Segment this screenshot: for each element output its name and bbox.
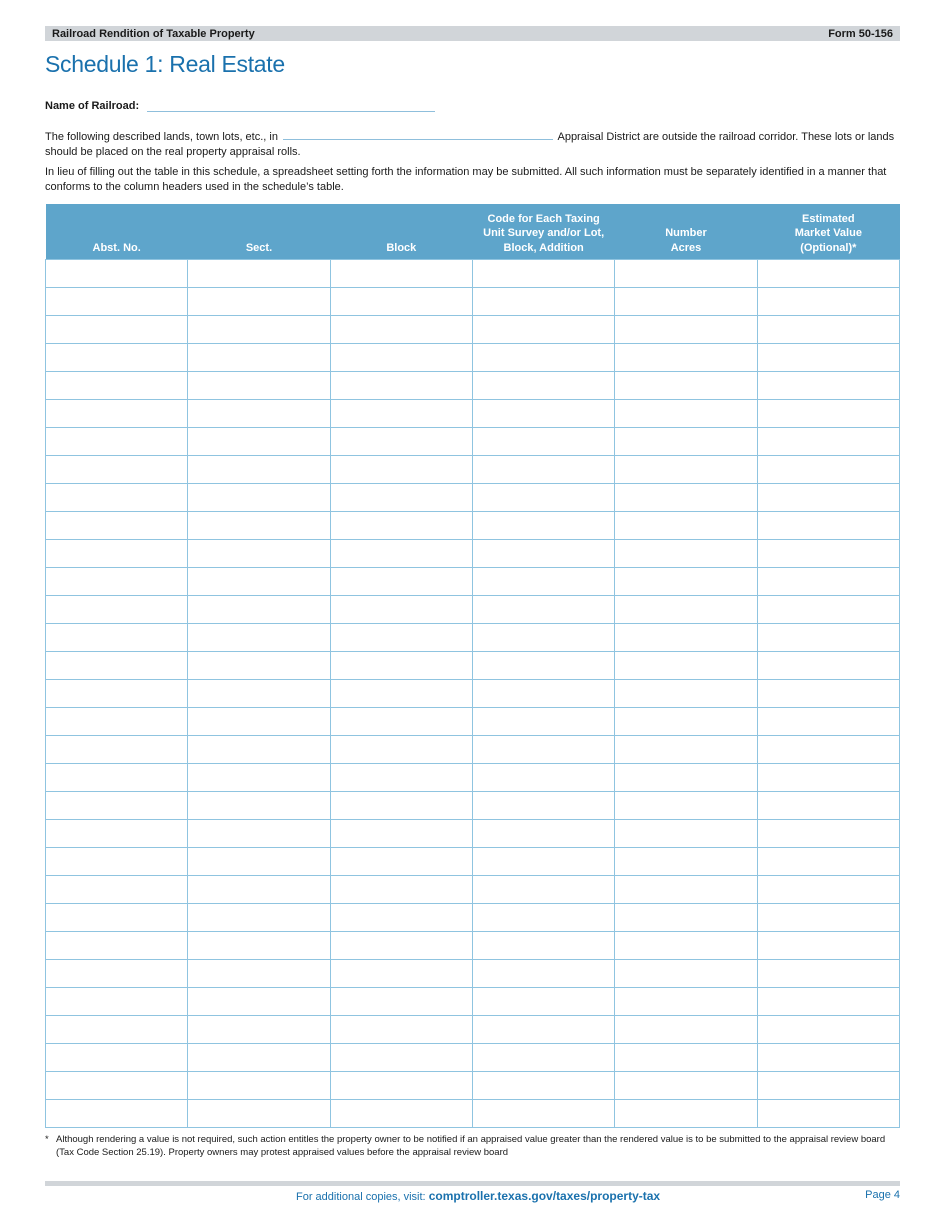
- table-cell[interactable]: [188, 400, 330, 428]
- column-header-5: [757, 204, 899, 260]
- table-cell[interactable]: [757, 736, 899, 764]
- table-cell[interactable]: [46, 820, 188, 848]
- table-cell[interactable]: [615, 932, 757, 960]
- table-cell[interactable]: [472, 708, 614, 736]
- form-number: Form 50-156: [828, 27, 893, 40]
- table-cell[interactable]: [615, 344, 757, 372]
- table-cell[interactable]: [330, 932, 472, 960]
- table-cell[interactable]: [330, 820, 472, 848]
- table-cell[interactable]: [615, 1016, 757, 1044]
- table-cell[interactable]: [46, 344, 188, 372]
- table-cell[interactable]: [615, 568, 757, 596]
- railroad-name-row: [45, 99, 435, 112]
- table-cell[interactable]: [188, 1072, 330, 1100]
- table-cell[interactable]: [472, 372, 614, 400]
- table-cell[interactable]: [330, 680, 472, 708]
- table-cell[interactable]: [330, 624, 472, 652]
- table-cell[interactable]: [46, 260, 188, 288]
- table-cell[interactable]: [330, 316, 472, 344]
- table-cell[interactable]: [615, 736, 757, 764]
- table-cell[interactable]: [615, 960, 757, 988]
- table-cell[interactable]: [757, 680, 899, 708]
- table-cell[interactable]: [615, 1072, 757, 1100]
- table-row: [46, 960, 900, 988]
- table-cell[interactable]: [188, 932, 330, 960]
- table-cell[interactable]: [46, 624, 188, 652]
- table-cell[interactable]: [46, 904, 188, 932]
- table-cell[interactable]: [615, 456, 757, 484]
- table-cell[interactable]: [330, 904, 472, 932]
- table-row: [46, 344, 900, 372]
- table-cell[interactable]: [472, 1044, 614, 1072]
- table-cell[interactable]: [330, 764, 472, 792]
- table-cell[interactable]: [46, 988, 188, 1016]
- real-estate-table-wrap: [45, 204, 900, 1128]
- table-row: [46, 904, 900, 932]
- table-cell[interactable]: [472, 1072, 614, 1100]
- table-row: [46, 652, 900, 680]
- table-cell[interactable]: [188, 764, 330, 792]
- table-row: [46, 736, 900, 764]
- table-cell[interactable]: [472, 764, 614, 792]
- footer-copies: [296, 1189, 660, 1203]
- table-cell[interactable]: [46, 372, 188, 400]
- table-row: [46, 484, 900, 512]
- table-cell[interactable]: [472, 960, 614, 988]
- table-row: [46, 764, 900, 792]
- table-cell[interactable]: [757, 708, 899, 736]
- table-cell[interactable]: [188, 876, 330, 904]
- table-row: [46, 1044, 900, 1072]
- table-cell[interactable]: [757, 624, 899, 652]
- table-cell[interactable]: [615, 848, 757, 876]
- table-cell[interactable]: [615, 1044, 757, 1072]
- table-cell[interactable]: [472, 596, 614, 624]
- table-row: [46, 372, 900, 400]
- table-cell[interactable]: [330, 372, 472, 400]
- table-cell[interactable]: [472, 792, 614, 820]
- table-cell[interactable]: [757, 904, 899, 932]
- table-cell[interactable]: [46, 932, 188, 960]
- table-cell[interactable]: [46, 764, 188, 792]
- table-cell[interactable]: [330, 876, 472, 904]
- table-cell[interactable]: [615, 1100, 757, 1128]
- table-cell[interactable]: [615, 540, 757, 568]
- footnote: [45, 1133, 900, 1159]
- table-cell[interactable]: [472, 1016, 614, 1044]
- table-cell[interactable]: [188, 568, 330, 596]
- real-estate-table: [45, 204, 900, 1128]
- table-cell[interactable]: [188, 512, 330, 540]
- table-cell[interactable]: [615, 428, 757, 456]
- column-header-line: Unit Survey and/or Lot,: [483, 227, 605, 239]
- table-cell[interactable]: [757, 652, 899, 680]
- table-row: [46, 456, 900, 484]
- table-cell[interactable]: [188, 596, 330, 624]
- table-cell[interactable]: [615, 652, 757, 680]
- table-row: [46, 428, 900, 456]
- table-cell[interactable]: [472, 260, 614, 288]
- table-cell[interactable]: [46, 316, 188, 344]
- table-cell[interactable]: [330, 848, 472, 876]
- table-cell[interactable]: [188, 652, 330, 680]
- table-cell[interactable]: [46, 456, 188, 484]
- table-cell[interactable]: [757, 568, 899, 596]
- table-cell[interactable]: [757, 1044, 899, 1072]
- table-cell[interactable]: [46, 288, 188, 316]
- table-cell[interactable]: [472, 568, 614, 596]
- table-cell[interactable]: [188, 456, 330, 484]
- table-cell[interactable]: [188, 736, 330, 764]
- table-cell[interactable]: [46, 652, 188, 680]
- column-header-line: Market Value: [794, 227, 862, 239]
- table-body: [46, 260, 900, 1128]
- table-cell[interactable]: [615, 680, 757, 708]
- table-cell[interactable]: [188, 848, 330, 876]
- footnote-text: Although rendering a value is not required, such action entitles the property owner to be notified if an appraised value greater than the rendered value is to be submitted to the appraisal review board (Tax Code Section 25.19). Property owners may protest appraised values before the appraisal review board: [56, 1134, 886, 1158]
- table-cell[interactable]: [472, 820, 614, 848]
- table-row: [46, 932, 900, 960]
- table-cell[interactable]: [188, 288, 330, 316]
- table-cell[interactable]: [757, 1100, 899, 1128]
- table-cell[interactable]: [46, 1072, 188, 1100]
- table-cell[interactable]: [472, 848, 614, 876]
- table-row: [46, 988, 900, 1016]
- table-cell[interactable]: [188, 792, 330, 820]
- table-cell[interactable]: [472, 932, 614, 960]
- table-row: [46, 876, 900, 904]
- table-header-row: [46, 204, 900, 260]
- table-cell[interactable]: [46, 1016, 188, 1044]
- table-cell[interactable]: [330, 428, 472, 456]
- table-cell[interactable]: [46, 1044, 188, 1072]
- table-cell[interactable]: [46, 792, 188, 820]
- table-cell[interactable]: [757, 316, 899, 344]
- table-cell[interactable]: [615, 260, 757, 288]
- table-cell[interactable]: [46, 960, 188, 988]
- column-header-line: Block, Addition: [503, 241, 584, 254]
- table-cell[interactable]: [757, 288, 899, 316]
- table-cell[interactable]: [330, 568, 472, 596]
- table-cell[interactable]: [615, 400, 757, 428]
- table-cell[interactable]: [615, 708, 757, 736]
- table-cell[interactable]: [188, 260, 330, 288]
- table-cell[interactable]: [472, 988, 614, 1016]
- table-cell[interactable]: [757, 848, 899, 876]
- table-cell[interactable]: [330, 792, 472, 820]
- table-cell[interactable]: [757, 1016, 899, 1044]
- table-cell[interactable]: [472, 876, 614, 904]
- column-header-line: Acres: [670, 241, 702, 254]
- table-cell[interactable]: [46, 680, 188, 708]
- footer-url-link[interactable]: comptroller.texas.gov/taxes/property-tax: [428, 1189, 661, 1203]
- table-cell[interactable]: [46, 568, 188, 596]
- form-header-bar: [45, 26, 900, 41]
- footer-divider: [45, 1181, 900, 1186]
- table-cell[interactable]: [472, 288, 614, 316]
- table-row: [46, 512, 900, 540]
- table-cell[interactable]: [46, 540, 188, 568]
- table-cell[interactable]: [757, 792, 899, 820]
- table-cell[interactable]: [330, 344, 472, 372]
- table-cell[interactable]: [188, 484, 330, 512]
- table-cell[interactable]: [188, 960, 330, 988]
- table-cell[interactable]: [472, 456, 614, 484]
- table-cell[interactable]: [188, 708, 330, 736]
- table-cell[interactable]: [472, 400, 614, 428]
- footnote-marker: *: [45, 1134, 49, 1145]
- table-cell[interactable]: [46, 736, 188, 764]
- table-cell[interactable]: [330, 960, 472, 988]
- table-cell[interactable]: [472, 904, 614, 932]
- table-cell[interactable]: [330, 1044, 472, 1072]
- page-title: Schedule 1: Real Estate: [45, 51, 285, 77]
- table-cell[interactable]: [472, 624, 614, 652]
- form-name: Railroad Rendition of Taxable Property: [52, 27, 255, 40]
- table-cell[interactable]: [615, 876, 757, 904]
- table-cell[interactable]: [330, 1072, 472, 1100]
- table-row: [46, 624, 900, 652]
- table-cell[interactable]: [615, 512, 757, 540]
- table-cell[interactable]: [472, 1100, 614, 1128]
- table-cell[interactable]: [330, 400, 472, 428]
- table-cell[interactable]: [46, 848, 188, 876]
- column-header-3: [472, 204, 614, 260]
- table-cell[interactable]: [615, 624, 757, 652]
- table-cell[interactable]: [757, 876, 899, 904]
- table-row: [46, 680, 900, 708]
- column-header-line: (Optional)*: [800, 241, 857, 254]
- table-cell[interactable]: [330, 260, 472, 288]
- column-header-line: Sect.: [245, 241, 273, 254]
- table-cell[interactable]: [46, 428, 188, 456]
- table-cell[interactable]: [330, 596, 472, 624]
- column-header-line: Estimated: [802, 212, 855, 225]
- table-row: [46, 568, 900, 596]
- table-cell[interactable]: [330, 456, 472, 484]
- table-cell[interactable]: [46, 708, 188, 736]
- table-cell[interactable]: [757, 764, 899, 792]
- table-cell[interactable]: [188, 1016, 330, 1044]
- table-cell[interactable]: [757, 400, 899, 428]
- table-cell[interactable]: [188, 624, 330, 652]
- table-cell[interactable]: [757, 456, 899, 484]
- table-cell[interactable]: [330, 1100, 472, 1128]
- column-header-line: Abst. No.: [92, 241, 141, 254]
- table-cell[interactable]: [615, 764, 757, 792]
- footer-copies-prefix: For additional copies, visit:: [296, 1191, 426, 1203]
- column-header-line: Code for Each Taxing: [487, 212, 600, 225]
- table-cell[interactable]: [757, 260, 899, 288]
- column-header-0: [46, 204, 188, 260]
- table-cell[interactable]: [330, 652, 472, 680]
- table-cell[interactable]: [615, 288, 757, 316]
- table-cell[interactable]: [757, 428, 899, 456]
- table-row: [46, 848, 900, 876]
- table-cell[interactable]: [330, 1016, 472, 1044]
- table-cell[interactable]: [757, 820, 899, 848]
- table-row: [46, 596, 900, 624]
- table-cell[interactable]: [188, 904, 330, 932]
- table-cell[interactable]: [757, 596, 899, 624]
- table-cell[interactable]: [472, 680, 614, 708]
- table-cell[interactable]: [615, 988, 757, 1016]
- table-cell[interactable]: [46, 596, 188, 624]
- table-cell[interactable]: [472, 344, 614, 372]
- table-row: [46, 1100, 900, 1128]
- column-header-line: Block: [386, 241, 417, 254]
- table-cell[interactable]: [472, 316, 614, 344]
- column-header-1: [188, 204, 330, 260]
- table-row: [46, 792, 900, 820]
- table-cell[interactable]: [472, 512, 614, 540]
- table-row: [46, 540, 900, 568]
- railroad-name-field[interactable]: [147, 99, 435, 112]
- page-number: Page 4: [865, 1189, 900, 1201]
- district-text-after: Appraisal District are outside the railroad corridor. These lots or lands should be placed on the real property appraisal rolls.: [45, 131, 895, 158]
- table-cell[interactable]: [757, 1072, 899, 1100]
- table-cell[interactable]: [188, 820, 330, 848]
- district-text-before: The following described lands, town lots, etc., in: [45, 131, 278, 143]
- column-header-4: [615, 204, 757, 260]
- table-cell[interactable]: [757, 960, 899, 988]
- table-row: [46, 708, 900, 736]
- table-cell[interactable]: [615, 596, 757, 624]
- column-header-line: Number: [665, 227, 707, 239]
- district-paragraph: [45, 128, 900, 159]
- table-cell[interactable]: [188, 344, 330, 372]
- table-cell[interactable]: [188, 680, 330, 708]
- table-cell[interactable]: [757, 512, 899, 540]
- table-cell[interactable]: [188, 988, 330, 1016]
- table-cell[interactable]: [330, 540, 472, 568]
- table-cell[interactable]: [188, 540, 330, 568]
- table-cell[interactable]: [615, 316, 757, 344]
- table-row: [46, 820, 900, 848]
- table-cell[interactable]: [472, 540, 614, 568]
- table-cell[interactable]: [46, 876, 188, 904]
- table-cell[interactable]: [46, 400, 188, 428]
- table-cell[interactable]: [330, 736, 472, 764]
- table-cell[interactable]: [757, 484, 899, 512]
- table-row: [46, 400, 900, 428]
- table-cell[interactable]: [615, 904, 757, 932]
- table-cell[interactable]: [615, 792, 757, 820]
- table-cell[interactable]: [46, 484, 188, 512]
- table-cell[interactable]: [757, 988, 899, 1016]
- table-row: [46, 288, 900, 316]
- table-row: [46, 316, 900, 344]
- column-header-2: [330, 204, 472, 260]
- table-cell[interactable]: [188, 1100, 330, 1128]
- table-cell[interactable]: [757, 372, 899, 400]
- appraisal-district-field[interactable]: [283, 128, 553, 140]
- table-cell[interactable]: [330, 512, 472, 540]
- table-cell[interactable]: [757, 540, 899, 568]
- table-cell[interactable]: [330, 484, 472, 512]
- table-cell[interactable]: [472, 736, 614, 764]
- table-cell[interactable]: [46, 1100, 188, 1128]
- railroad-name-label: Name of Railroad:: [45, 100, 140, 112]
- table-cell[interactable]: [330, 708, 472, 736]
- table-cell[interactable]: [472, 428, 614, 456]
- table-cell[interactable]: [472, 652, 614, 680]
- table-row: [46, 1016, 900, 1044]
- table-cell[interactable]: [46, 512, 188, 540]
- table-cell[interactable]: [330, 288, 472, 316]
- table-cell[interactable]: [615, 820, 757, 848]
- table-cell[interactable]: [188, 1044, 330, 1072]
- instructions-paragraph: In lieu of filling out the table in this schedule, a spreadsheet setting forth the information may be submitted. All such information must be separately identified in a manner that conforms to the column headers used in the schedule’s table.: [45, 166, 887, 193]
- table-cell[interactable]: [188, 428, 330, 456]
- table-cell[interactable]: [615, 372, 757, 400]
- table-cell[interactable]: [188, 372, 330, 400]
- table-row: [46, 260, 900, 288]
- table-cell[interactable]: [472, 484, 614, 512]
- table-cell[interactable]: [615, 484, 757, 512]
- table-cell[interactable]: [757, 932, 899, 960]
- table-cell[interactable]: [330, 988, 472, 1016]
- table-cell[interactable]: [188, 316, 330, 344]
- table-row: [46, 1072, 900, 1100]
- table-cell[interactable]: [757, 344, 899, 372]
